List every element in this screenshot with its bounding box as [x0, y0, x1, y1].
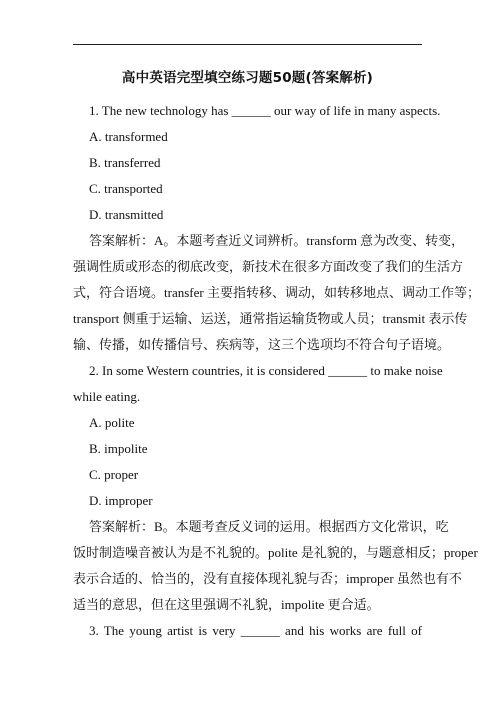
question-2-explanation-line: 饭时制造噪音被认为是不礼貌的。polite 是礼貌的，与题意相反；proper: [73, 545, 478, 560]
question-2-explanation-line: 适当的意思，但在这里强调不礼貌，impolite 更合适。: [73, 597, 380, 612]
question-2-explanation-line: 答案解析：B。本题考查反义词的运用。根据西方文化常识，吃: [89, 519, 449, 534]
question-2-option-a: A. polite: [89, 415, 135, 430]
question-1-option-a: A. transformed: [89, 129, 168, 144]
question-1-explanation-line: 答案解析：A。本题考查近义词辨析。transform 意为改变、转变，: [89, 233, 465, 248]
question-2-stem-continued: while eating.: [73, 389, 141, 404]
question-1-explanation-line: 强调性质或形态的彻底改变，新技术在很多方面改变了我们的生活方: [73, 259, 464, 274]
question-1-explanation-line: 式，符合语境。transfer 主要指转移、调动，如转移地点、调动工作等；: [73, 285, 480, 300]
question-1-stem: 1. The new technology has ______ our way of life in many aspects.: [89, 103, 441, 118]
question-1-explanation-line: 输、传播，如传播信号、疾病等，这三个选项均不符合句子语境。: [73, 337, 451, 352]
question-1-option-b: B. transferred: [89, 155, 161, 170]
question-2-stem: 2. In some Western countries, it is considered ______ to make noise: [89, 363, 443, 378]
question-2-option-d: D. improper: [89, 493, 153, 508]
question-2-option-c: C. proper: [89, 467, 139, 482]
document-title: 高中英语完型填空练习题50题(答案解析): [121, 70, 374, 86]
header-rule: [73, 44, 422, 45]
question-3-stem: 3. The young artist is very ______ and his works are full of: [89, 623, 422, 638]
question-1-option-d: D. transmitted: [89, 207, 164, 222]
question-2-option-b: B. impolite: [89, 441, 148, 456]
question-1-explanation-line: transport 侧重于运输、运送，通常指运输货物或人员；transmit 表示传: [73, 311, 468, 326]
question-2-explanation-line: 表示合适的、恰当的，没有直接体现礼貌与否；improper 虽然也有不: [73, 571, 462, 586]
question-1-option-c: C. transported: [89, 181, 163, 196]
